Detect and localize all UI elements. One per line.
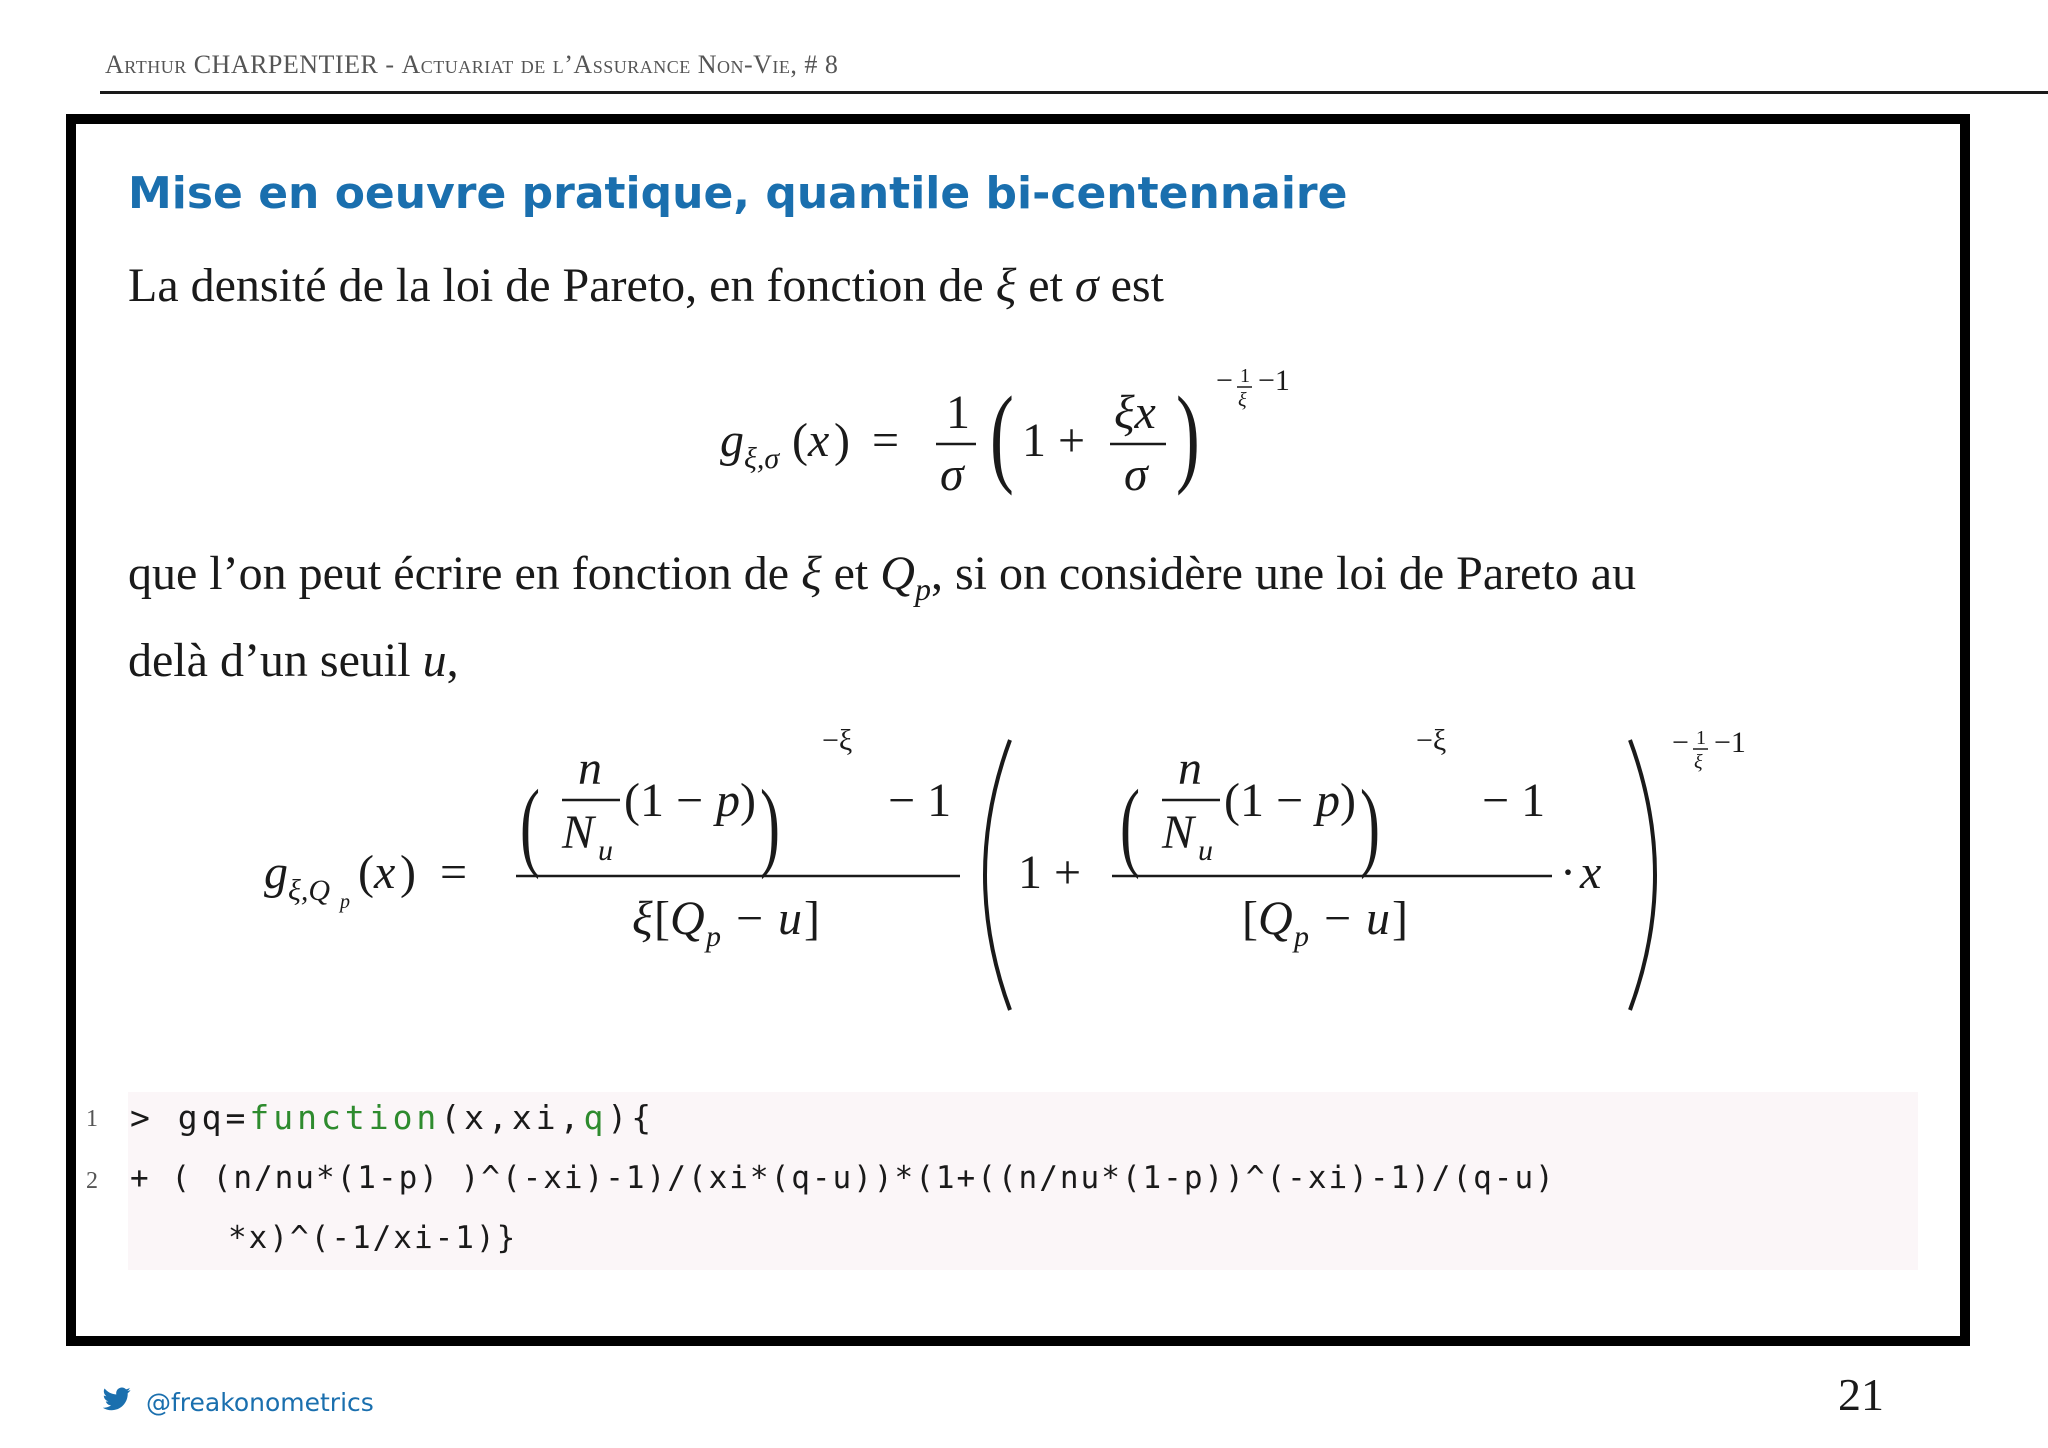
svg-text:1: 1 — [1696, 727, 1706, 749]
svg-text:=: = — [872, 414, 900, 467]
svg-text:=: = — [440, 846, 468, 899]
code-line-number-2: 2 — [86, 1168, 98, 1194]
header-author: Arthur CHARPENTIER — [105, 50, 379, 79]
svg-text:−: − — [1216, 364, 1233, 397]
code-line1-a: gq= — [177, 1098, 250, 1137]
code-prompt: > — [130, 1098, 178, 1137]
code-line-2-continued: *x)^(-1/xi-1)} — [228, 1220, 518, 1256]
paragraph-1 — [128, 250, 1928, 322]
para2-mid: et — [821, 547, 881, 600]
code-line1-q: q — [583, 1098, 608, 1137]
svg-text:− 1: − 1 — [1482, 774, 1546, 827]
svg-text:u: u — [598, 834, 613, 867]
slide-header — [105, 50, 838, 80]
para2-suffix: , si on considère une loi de Pareto au — [930, 547, 1637, 600]
paragraph-2 — [128, 538, 1928, 697]
svg-text:p: p — [706, 920, 721, 953]
code-line-number-1: 1 — [86, 1106, 98, 1132]
svg-text:(: ( — [990, 374, 1014, 497]
para2-prefix: que l’on peut écrire en fonction de — [128, 547, 802, 600]
svg-text:(: ( — [358, 846, 374, 899]
svg-text:σ: σ — [1124, 448, 1148, 501]
svg-text:Q: Q — [1258, 892, 1293, 945]
svg-text:u: u — [1366, 892, 1390, 945]
para3-suffix: , — [446, 633, 459, 687]
header-divider — [100, 91, 2048, 94]
svg-text:−ξ: −ξ — [822, 724, 853, 757]
svg-text:[: [ — [654, 892, 670, 945]
svg-text:+: + — [1058, 414, 1086, 467]
svg-text:n: n — [578, 742, 602, 795]
svg-text:p: p — [340, 891, 350, 913]
svg-text:): ) — [834, 414, 850, 467]
para2-Q: Q — [880, 547, 915, 600]
para1-suffix: est — [1098, 259, 1164, 312]
bird-icon — [103, 1386, 131, 1412]
svg-text:): ) — [740, 774, 756, 827]
svg-text:p: p — [716, 774, 740, 827]
svg-text:x: x — [1580, 846, 1602, 899]
para3-prefix: delà d’un seuil — [128, 633, 423, 687]
code-keyword-function: function — [249, 1098, 441, 1137]
svg-text:−1: −1 — [1714, 726, 1746, 759]
svg-text:p: p — [1316, 774, 1340, 827]
svg-text:−: − — [1324, 892, 1352, 945]
para3-u: u — [422, 633, 447, 687]
svg-text:ξ: ξ — [1238, 389, 1247, 411]
para1-xi: ξ — [995, 259, 1017, 312]
svg-text:1: 1 — [1022, 414, 1046, 467]
code-line1-b: (x,xi, — [440, 1098, 584, 1137]
svg-text:−ξ: −ξ — [1416, 724, 1447, 757]
slide-title: Mise en oeuvre pratique, quantile bi-centennaire — [128, 168, 1348, 219]
svg-text:·: · — [1560, 846, 1576, 899]
para2-xi: ξ — [801, 547, 822, 600]
svg-text:ξ: ξ — [1694, 751, 1703, 773]
svg-text:(1 −: (1 − — [624, 774, 704, 827]
svg-text:−1: −1 — [1258, 364, 1290, 397]
code-line1-c: ){ — [607, 1098, 656, 1137]
svg-text:Q: Q — [670, 892, 705, 945]
svg-text:1: 1 — [946, 386, 970, 439]
svg-text:ξ: ξ — [632, 892, 653, 945]
svg-text:− 1: − 1 — [888, 774, 952, 827]
page-number: 21 — [1838, 1369, 1884, 1420]
svg-text:N: N — [1162, 806, 1195, 859]
code-line-1 — [130, 1098, 655, 1137]
svg-text:1 +: 1 + — [1018, 846, 1082, 899]
header-separator: - — [378, 50, 402, 79]
svg-text:(: ( — [1120, 769, 1140, 880]
para1-sigma: σ — [1074, 259, 1099, 312]
svg-text:u: u — [778, 892, 802, 945]
para1-mid: et — [1016, 259, 1075, 312]
svg-text:p: p — [1294, 920, 1309, 953]
svg-text:−: − — [736, 892, 764, 945]
header-course: Actuariat de l’Assurance Non-Vie, # 8 — [401, 50, 839, 79]
equation-pareto-quantile-density — [260, 720, 1820, 1030]
svg-text:]: ] — [804, 892, 820, 945]
svg-text:1: 1 — [1240, 365, 1250, 387]
svg-text:ξ,σ: ξ,σ — [744, 442, 780, 475]
svg-text:g: g — [264, 846, 288, 899]
svg-text:n: n — [1178, 742, 1202, 795]
svg-text:): ) — [1360, 769, 1380, 880]
svg-text:): ) — [1340, 774, 1356, 827]
svg-text:): ) — [400, 846, 416, 899]
svg-text:x: x — [374, 846, 396, 899]
para1-prefix: La densité de la loi de Pareto, en fonction de — [128, 259, 996, 312]
svg-text:u: u — [1198, 834, 1213, 867]
svg-text:]: ] — [1392, 892, 1408, 945]
svg-text:ξx: ξx — [1114, 386, 1156, 439]
svg-text:x: x — [808, 414, 830, 467]
svg-text:): ) — [760, 769, 780, 880]
svg-text:σ: σ — [940, 448, 964, 501]
svg-text:(: ( — [520, 769, 540, 880]
svg-text:[: [ — [1242, 892, 1258, 945]
svg-text:g: g — [720, 414, 744, 467]
para2-p: p — [914, 570, 931, 607]
svg-text:ξ,Q: ξ,Q — [288, 874, 331, 907]
svg-text:−: − — [1672, 726, 1689, 759]
code-line-2: + ( (n/nu*(1-p) )^(-xi)-1)/(xi*(q-u))*(1+((n/nu*(1-p))^(-xi)-1)/(q-u) — [130, 1160, 1556, 1196]
twitter-handle[interactable]: @freakonometrics — [146, 1388, 374, 1417]
svg-text:(1 −: (1 − — [1224, 774, 1304, 827]
svg-text:): ) — [1176, 374, 1200, 497]
equation-pareto-density — [700, 360, 1340, 520]
svg-text:N: N — [562, 806, 595, 859]
svg-text:(: ( — [792, 414, 808, 467]
